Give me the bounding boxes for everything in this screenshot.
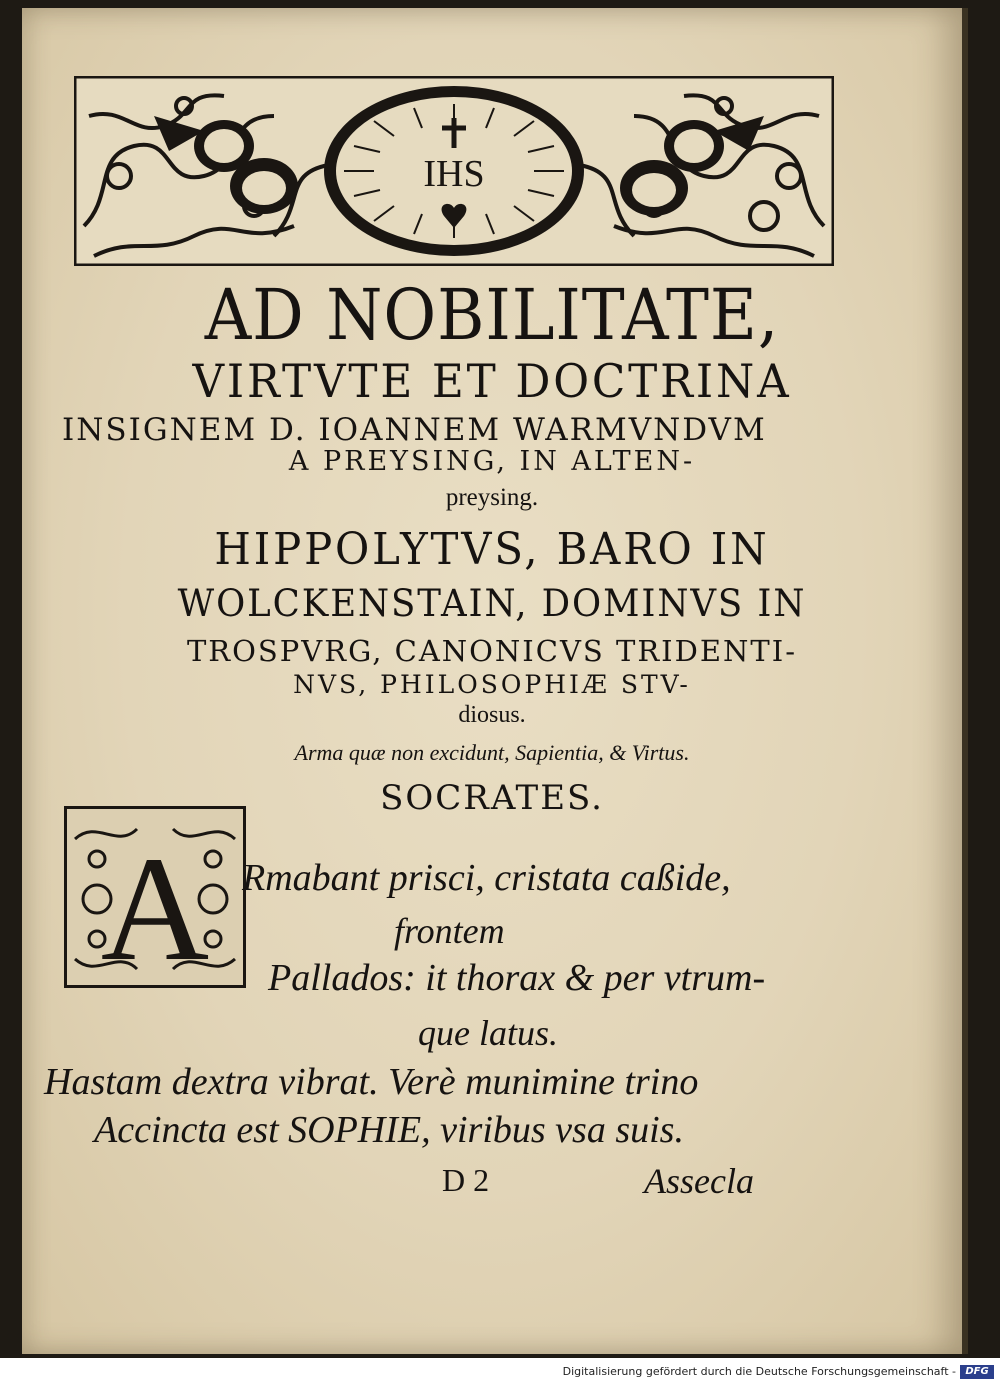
- initial-letter: A: [100, 826, 210, 985]
- author-line-1: HIPPOLYTVS, BARO IN: [214, 524, 770, 575]
- ihs-monogram: IHS: [423, 153, 485, 195]
- poem-line-1: Rmabant prisci, cristata caßide,: [242, 857, 731, 899]
- author-line-2: WOLCKENSTAIN, DOMINVS IN: [177, 582, 807, 625]
- author-line-5: diosus.: [458, 702, 526, 728]
- dfg-logo: DFG: [960, 1365, 994, 1379]
- footer-bar: [0, 1358, 1000, 1386]
- author-line-4: NVS, PHILOSOPHIÆ STV-: [293, 670, 691, 699]
- attribution: SOCRATES.: [380, 778, 604, 818]
- decorated-initial: [64, 806, 246, 988]
- author-line-3: TROSPVRG, CANONICVS TRIDENTI-: [186, 634, 798, 668]
- motto: Arma quæ non excidunt, Sapientia, & Virtus.: [294, 740, 690, 765]
- ornamental-headpiece: [74, 76, 834, 266]
- signature-mark: D 2: [442, 1162, 490, 1198]
- headpiece-ornament: [74, 76, 834, 266]
- poem-line-5: Hastam dextra vibrat. Verè munimine trino: [44, 1061, 699, 1103]
- initial-ornament: [67, 809, 243, 985]
- poem-line-2: frontem: [394, 911, 505, 951]
- poem-line-4: que latus.: [418, 1013, 558, 1053]
- title-line-4: A PREYSING, IN ALTEN-: [288, 446, 696, 477]
- funding-credit: Digitalisierung gefördert durch die Deutsche Forschungsgemeinschaft -: [562, 1365, 956, 1378]
- title-line-2: VIRTVTE ET DOCTRINA: [192, 354, 792, 408]
- poem-line-6: Accincta est SOPHIE, viribus vsa suis.: [94, 1109, 684, 1151]
- title-line-5: preysing.: [445, 484, 539, 511]
- title-line-3: INSIGNEM D. IOANNEM WARMVNDVM: [62, 412, 767, 448]
- book-page: [22, 8, 968, 1354]
- poem-line-3: Pallados: it thorax & per vtrum-: [268, 957, 766, 999]
- title-line-1: AD NOBILITATE,: [204, 274, 780, 356]
- catchword: Assecla: [644, 1161, 754, 1201]
